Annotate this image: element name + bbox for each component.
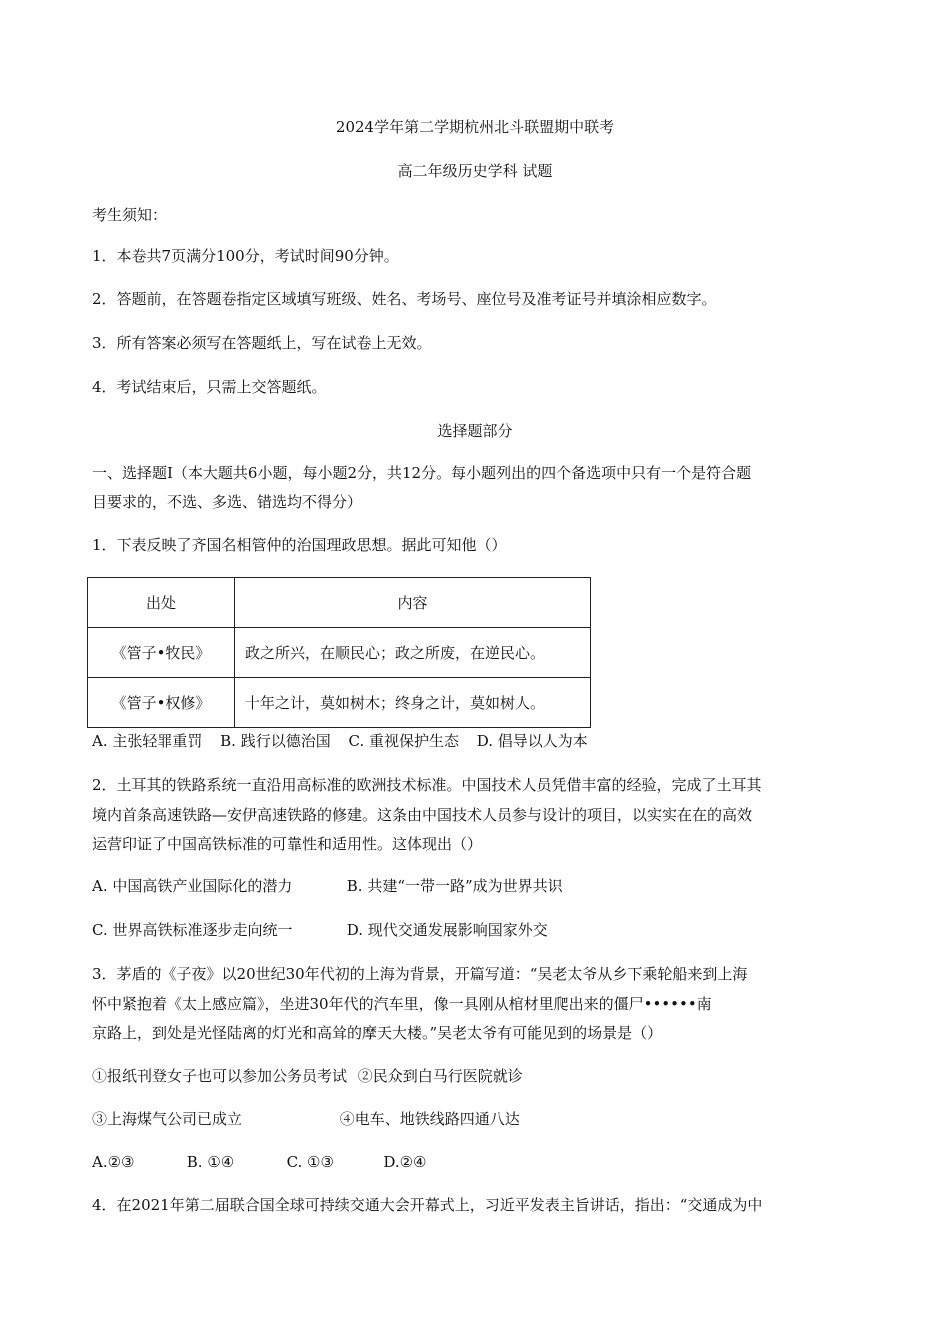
question-3-stem: 京路上，到处是光怪陆离的灯光和高耸的摩天大楼。”吴老太爷有可能见到的场景是（） [92, 1024, 663, 1042]
option-b: B. ①④ [186, 1153, 235, 1171]
option-d: D. 倡导以人为本 [476, 732, 588, 750]
question-3-options [92, 1152, 427, 1172]
question-2-stem: 运营印证了中国高铁标准的可靠性和适用性。这体现出（） [92, 835, 483, 853]
notice-item: 3．所有答案必须写在答题纸上，写在试卷上无效。 [92, 334, 432, 352]
notice-item: 1．本卷共7页满分100分，考试时间90分钟。 [92, 247, 399, 265]
item-4: ④电车、地铁线路四通八达 [339, 1110, 520, 1128]
table-header-row [88, 578, 591, 628]
item-1: ①报纸刊登女子也可以参加公务员考试 [92, 1067, 348, 1085]
option-b: B. 践行以德治国 [220, 732, 331, 750]
option-c: C. 重视保护生态 [348, 732, 459, 750]
question-3-items [92, 1066, 523, 1086]
exam-subtitle: 高二年级历史学科 试题 [397, 162, 553, 180]
question-2-stem: 2．土耳其的铁路系统一直沿用高标准的欧洲技术标准。中国技术人员凭借丰富的经验，完成了土耳其 [92, 776, 762, 794]
question-2-options [92, 876, 563, 896]
item-2: ②民众到白马行医院就诊 [357, 1067, 523, 1085]
question-3-stem: 怀中紧抱着《太上感应篇》，坐进30年代的汽车里，像一具刚从棺材里爬出来的僵尸••••••南 [92, 995, 712, 1013]
exam-title: 2024学年第二学期杭州北斗联盟期中联考 [335, 118, 615, 136]
option-a: A.②③ [92, 1153, 135, 1171]
notice-item: 4．考试结束后，只需上交答题纸。 [92, 378, 327, 396]
table-cell: 《管子•权修》 [88, 678, 235, 728]
item-3: ③上海煤气公司已成立 [92, 1110, 243, 1128]
option-d: D. 现代交通发展影响国家外交 [346, 921, 548, 939]
option-a: A. 中国高铁产业国际化的潜力 [92, 877, 293, 895]
question-4-stem: 4．在2021年第二届联合国全球可持续交通大会开幕式上，习近平发表主旨讲话，指出：“交通成为中 [92, 1196, 763, 1214]
table-cell: 《管子•牧民》 [88, 628, 235, 678]
table-header-cell: 内容 [235, 578, 591, 628]
table-row [88, 678, 591, 728]
option-c: C. 世界高铁标准逐步走向统一 [92, 921, 293, 939]
question-1-table [87, 577, 591, 728]
question-1-options [92, 731, 588, 751]
option-d: D.②④ [383, 1153, 427, 1171]
table-header-cell: 出处 [88, 578, 235, 628]
notice-heading: 考生须知： [92, 206, 168, 224]
table-cell: 政之所兴，在顺民心；政之所废，在逆民心。 [235, 628, 591, 678]
question-2-options [92, 920, 548, 940]
table-cell: 十年之计，莫如树木；终身之计，莫如树人。 [235, 678, 591, 728]
notice-item: 2．答题前，在答题卷指定区域填写班级、姓名、考场号、座位号及准考证号并填涂相应数字。 [92, 290, 717, 308]
question-2-stem: 境内首条高速铁路—安伊高速铁路的修建。这条由中国技术人员参与设计的项目，以实实在在的高效 [92, 806, 753, 824]
table-row [88, 628, 591, 678]
question-3-items [92, 1109, 520, 1129]
section-intro: 一、选择题Ⅰ（本大题共6小题，每小题2分，共12分。每小题列出的四个备选项中只有一个是符合题 [92, 464, 752, 482]
question-3-stem: 3．茅盾的《子夜》以20世纪30年代初的上海为背景，开篇写道：“吴老太爷从乡下乘轮船来到上海 [92, 965, 748, 983]
section-title: 选择题部分 [437, 422, 513, 440]
option-c: C. ①③ [286, 1153, 334, 1171]
section-intro: 目要求的，不选、多选、错选均不得分） [92, 493, 363, 511]
option-a: A. 主张轻罪重罚 [92, 732, 203, 750]
option-b: B. 共建“一带一路”成为世界共识 [346, 877, 563, 895]
question-1-stem: 1．下表反映了齐国名相管仲的治国理政思想。据此可知他（） [92, 536, 507, 554]
